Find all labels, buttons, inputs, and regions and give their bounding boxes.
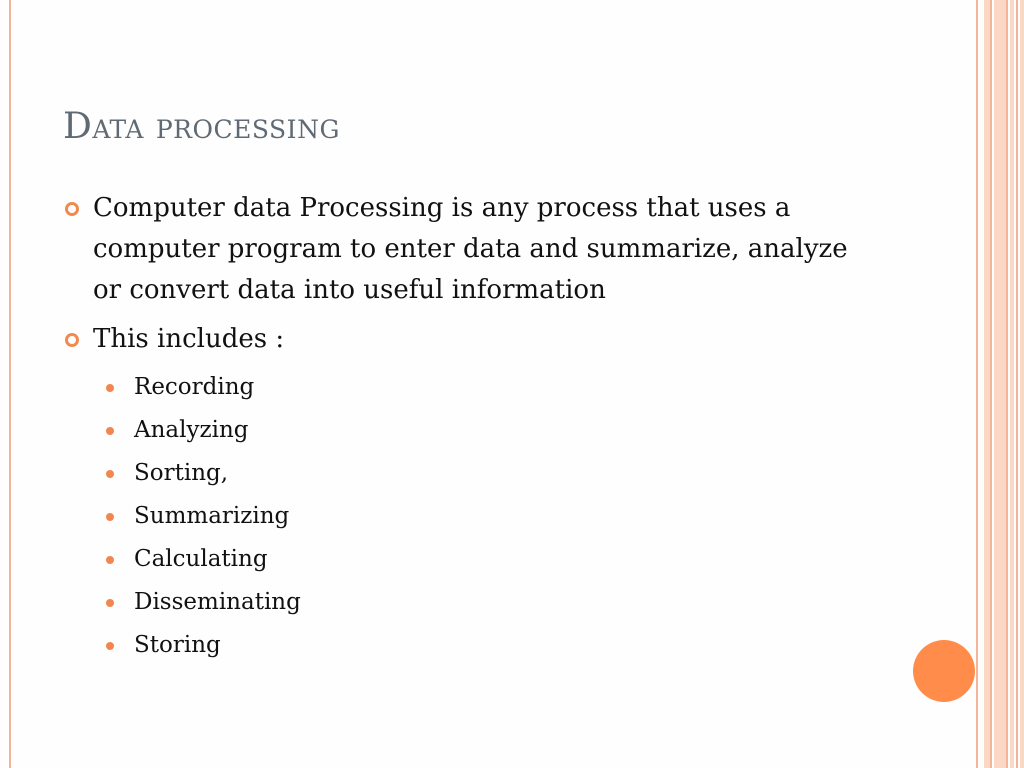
sub-bullet-text: Disseminating <box>134 589 301 615</box>
sub-bullet-text: Storing <box>134 632 221 658</box>
decorative-circle <box>913 640 975 702</box>
bullet-item <box>63 319 883 360</box>
sub-bullet-item <box>63 495 883 538</box>
sub-bullet-text: Analyzing <box>134 417 249 443</box>
sub-bullet-text: Sorting, <box>134 460 229 486</box>
ring-bullet-icon <box>65 202 79 216</box>
dot-bullet-icon <box>106 384 114 392</box>
left-border-line <box>9 0 11 768</box>
ring-bullet-icon <box>65 333 79 347</box>
dot-bullet-icon <box>106 470 114 478</box>
sub-bullet-item <box>63 581 883 624</box>
bullet-item <box>63 188 883 311</box>
sub-bullet-item <box>63 452 883 495</box>
dot-bullet-icon <box>106 427 114 435</box>
sub-bullet-item <box>63 409 883 452</box>
dot-bullet-icon <box>106 599 114 607</box>
dot-bullet-icon <box>106 642 114 650</box>
dot-bullet-icon <box>106 556 114 564</box>
sub-bullet-text: Recording <box>134 374 255 400</box>
sub-bullet-item <box>63 624 883 667</box>
slide-content <box>63 188 883 667</box>
sub-bullet-text: Calculating <box>134 546 268 572</box>
sub-bullet-list <box>63 366 883 667</box>
right-decorative-stripes <box>976 0 1024 768</box>
sub-bullet-item <box>63 538 883 581</box>
sub-bullet-item <box>63 366 883 409</box>
dot-bullet-icon <box>106 513 114 521</box>
bullet-text: This includes : <box>93 324 285 354</box>
sub-bullet-text: Summarizing <box>134 503 290 529</box>
bullet-text: Computer data Processing is any process that uses a computer program to enter data and summarize, analyze or convert data into useful information <box>93 193 848 305</box>
slide-title: Data processing <box>63 106 340 147</box>
